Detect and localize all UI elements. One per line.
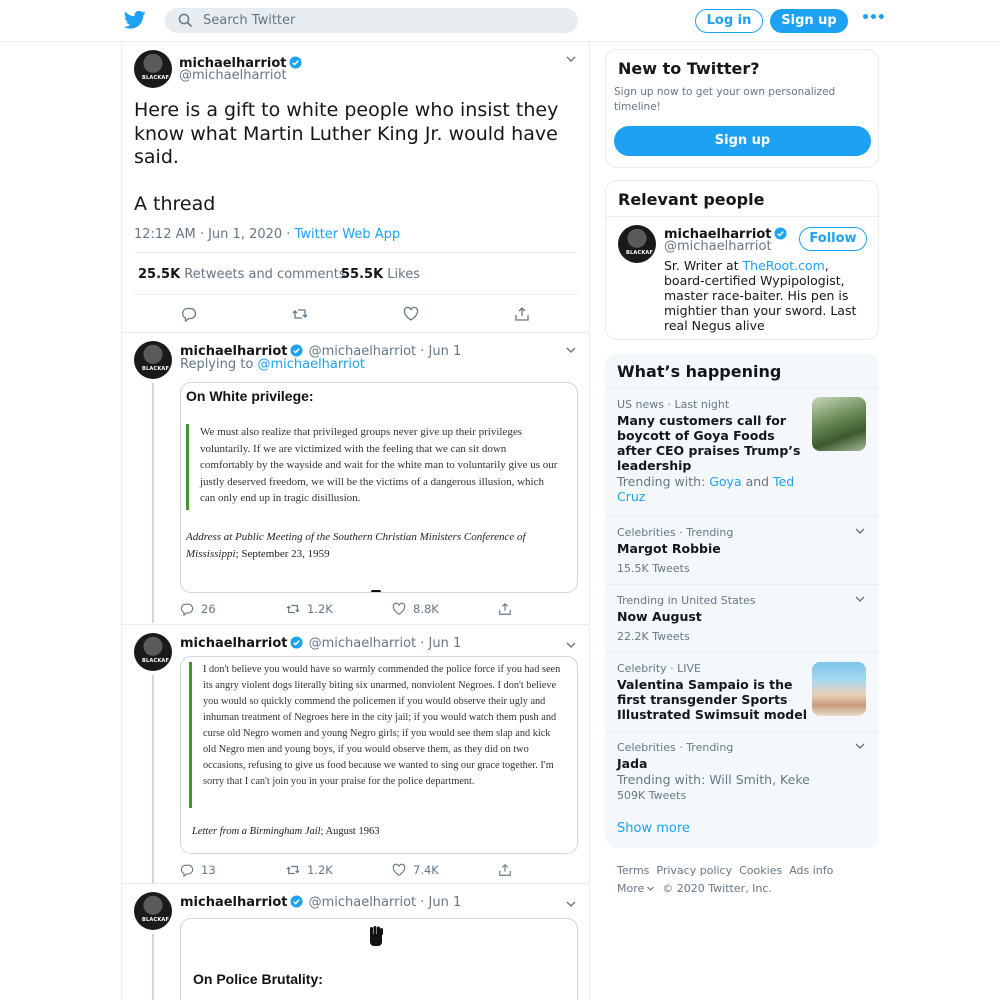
trend-item[interactable] xyxy=(605,731,879,809)
reply-icon xyxy=(180,863,194,877)
retweet-icon xyxy=(286,602,300,616)
person-handle[interactable]: @michaelharriot xyxy=(664,239,772,254)
image-citation xyxy=(192,823,572,840)
trend-context: US news · Last night xyxy=(617,398,730,411)
like-count: 7.4K xyxy=(413,863,439,877)
replying-prefix: Replying to xyxy=(180,357,258,372)
like-icon[interactable] xyxy=(403,306,419,322)
search-icon xyxy=(178,13,192,27)
trend-meta xyxy=(617,474,807,504)
tweet-text-line: said. xyxy=(134,146,179,168)
thread-line xyxy=(152,675,154,883)
chevron-down-icon[interactable] xyxy=(854,525,866,537)
trend-count: 15.5K Tweets xyxy=(617,562,690,575)
retweets-label: Retweets and comments xyxy=(184,267,346,282)
share-icon[interactable] xyxy=(514,306,530,322)
image-citation xyxy=(186,529,571,563)
reply-tweet[interactable] xyxy=(122,333,589,623)
tweet-timestamp xyxy=(134,227,400,242)
verified-badge-icon xyxy=(289,56,302,69)
replying-to-link[interactable]: @michaelharriot xyxy=(257,357,366,372)
avatar[interactable] xyxy=(134,633,172,671)
spacer xyxy=(134,170,574,193)
reply-tweet[interactable] xyxy=(122,624,589,882)
reply-header xyxy=(180,891,461,910)
verified-badge-icon xyxy=(290,895,303,908)
whats-happening-card xyxy=(605,353,879,848)
trend-title: Many customers call for boycott of Goya Foods after CEO praises Trump’s leadership xyxy=(617,413,801,473)
chevron-down-icon[interactable] xyxy=(565,344,577,356)
avatar-label: BLACKAF xyxy=(142,658,170,664)
bio-link[interactable]: TheRoot.com xyxy=(742,258,825,273)
reply-count: 13 xyxy=(201,863,216,877)
bio-text: Sr. Writer at xyxy=(664,258,743,273)
avatar[interactable] xyxy=(134,50,172,88)
trend-title: Margot Robbie xyxy=(617,541,721,556)
twitter-bird-icon[interactable] xyxy=(124,10,146,30)
share-icon xyxy=(498,863,512,877)
person-name[interactable]: michaelharriot xyxy=(664,227,772,242)
card-title: What’s happening xyxy=(617,362,782,381)
retweet-count: 1.2K xyxy=(307,602,333,616)
trend-title: Jada xyxy=(617,756,648,771)
sidebar-signup-button[interactable]: Sign up xyxy=(614,126,871,156)
trend-item[interactable] xyxy=(605,388,879,516)
trend-title: Now August xyxy=(617,609,702,624)
share-icon xyxy=(498,602,512,616)
likes-stat[interactable] xyxy=(341,267,420,282)
person-bio xyxy=(664,258,870,333)
reply-icon xyxy=(180,602,194,616)
tweet-image[interactable] xyxy=(180,918,578,1000)
trend-context: Trending in United States xyxy=(617,594,756,607)
footer-ads-link[interactable]: Ads info xyxy=(789,864,834,877)
reply-tweet[interactable] xyxy=(122,883,589,1000)
search-input[interactable] xyxy=(203,11,563,30)
image-title: On Police Brutality: xyxy=(193,971,323,987)
trend-context: Celebrity · LIVE xyxy=(617,662,701,675)
author-handle-date[interactable]: @michaelharriot · Jun 1 xyxy=(308,895,462,910)
image-quote: I don't believe you would have so warmly commended the police force if you had seen its angry violent dogs literally biting six unarmed, nonviolent Negroes. I don't believe you would so quickly commend the policemen if you would observe their ugly and inhuman treatment of Negroes here in the city jail; if you would watch them push and curse old Negro women and young Negro girls; if you would see them slap and kick old Negro men and young boys, if you would observe them, as they did on two occasions, refusing to give us food because we wanted to sing our grace together. I'm sorry that I can't join you in your praise for the police department. xyxy=(189,662,561,808)
footer-row xyxy=(617,880,877,898)
retweet-icon[interactable] xyxy=(292,306,308,322)
chevron-down-icon[interactable] xyxy=(565,898,577,910)
avatar[interactable] xyxy=(134,341,172,379)
author-name[interactable]: michaelharriot xyxy=(179,56,287,71)
timestamp-text[interactable]: 12:12 AM · Jun 1, 2020 · xyxy=(134,227,295,242)
author-name[interactable]: michaelharriot xyxy=(180,895,288,910)
bio-text: , board-certified Wypipologist, master race-baiter. His pen is mightier than your sword. Last real Negus alive xyxy=(664,258,857,333)
card-title: New to Twitter? xyxy=(618,59,760,78)
reply-actions xyxy=(180,862,580,878)
card-subtitle: Sign up now to get your own personalized timeline! xyxy=(614,86,836,113)
author-name[interactable]: michaelharriot xyxy=(180,636,288,651)
image-title: On White privilege: xyxy=(186,388,314,404)
trend-count: 22.2K Tweets xyxy=(617,630,690,643)
likes-count: 55.5K xyxy=(341,267,384,282)
footer xyxy=(617,862,877,898)
search-box xyxy=(165,8,578,33)
chevron-down-icon[interactable] xyxy=(854,740,866,752)
trend-meta-and: and xyxy=(741,474,774,489)
source-app-link[interactable]: Twitter Web App xyxy=(294,227,401,242)
avatar-label: BLACKAF xyxy=(142,917,170,923)
follow-button[interactable]: Follow xyxy=(799,227,867,251)
likes-label: Likes xyxy=(387,267,420,282)
image-quote: We must also realize that privileged groups never give up their privileges voluntarily. If we are victimized with the feeling that we can sit down comfortably by the wayside and wait for the white man to voluntarily give us our justly deserved freedom, we will be the victims of a dangerous illusion, which can only end up in tragic disillusion. xyxy=(186,424,561,510)
trend-item[interactable] xyxy=(605,584,879,652)
trend-meta: Trending with: Will Smith, Keke xyxy=(617,772,810,787)
top-bar xyxy=(0,0,1000,42)
signup-button[interactable]: Sign up xyxy=(770,9,848,33)
reply-icon[interactable] xyxy=(181,306,197,322)
footer-more-link[interactable]: More xyxy=(617,882,645,895)
author-handle-date[interactable]: @michaelharriot · Jun 1 xyxy=(308,344,462,359)
trend-context: Celebrities · Trending xyxy=(617,526,734,539)
thread-line xyxy=(152,934,154,1000)
show-more-link[interactable]: Show more xyxy=(617,821,690,836)
trend-context: Celebrities · Trending xyxy=(617,741,734,754)
verified-badge-icon xyxy=(290,636,303,649)
reply-count: 26 xyxy=(201,602,216,616)
tweet-text xyxy=(134,99,574,216)
author-handle-date[interactable]: @michaelharriot · Jun 1 xyxy=(308,636,462,651)
reply-header xyxy=(180,632,461,651)
more-options-icon[interactable]: ••• xyxy=(861,10,885,26)
reply-actions xyxy=(180,601,580,617)
avatar-label: BLACKAF xyxy=(626,250,654,256)
chevron-down-icon[interactable] xyxy=(565,53,577,65)
tweet-image[interactable] xyxy=(180,656,578,854)
citation-date: ; August 1963 xyxy=(320,826,380,837)
retweet-icon xyxy=(286,863,300,877)
replying-to xyxy=(180,357,365,372)
trend-thumbnail xyxy=(812,662,866,716)
thread-line xyxy=(152,383,154,623)
chevron-down-icon[interactable] xyxy=(565,639,577,651)
fist-icon xyxy=(368,586,384,593)
verified-badge-icon xyxy=(774,227,787,240)
footer-terms-link[interactable]: Terms xyxy=(617,864,650,877)
tweet-stats xyxy=(134,252,578,295)
divider xyxy=(606,216,879,217)
footer-privacy-link[interactable]: Privacy policy xyxy=(656,864,733,877)
citation-source: Letter from a Birmingham Jail xyxy=(192,826,321,837)
trend-title: Valentina Sampaio is the first transgender Sports Illustrated Swimsuit model xyxy=(617,677,808,722)
citation-source: Address at Public Meeting of the Southern Christian Ministers Conference of Mississippi xyxy=(186,531,526,560)
trend-count: 509K Tweets xyxy=(617,789,687,802)
trend-link[interactable]: Goya xyxy=(709,474,742,489)
avatar[interactable] xyxy=(134,892,172,930)
author-handle[interactable]: @michaelharriot xyxy=(179,68,287,83)
new-to-twitter-card xyxy=(605,49,879,168)
main-timeline xyxy=(121,42,590,1000)
citation-date: ; September 23, 1959 xyxy=(235,548,330,560)
avatar[interactable] xyxy=(618,225,656,263)
login-button[interactable]: Log in xyxy=(695,9,763,33)
chevron-down-icon[interactable] xyxy=(854,593,866,605)
card-title: Relevant people xyxy=(618,190,765,209)
relevant-people-card xyxy=(605,180,879,340)
tweet-text-line: know what Martin Luther King Jr. would have xyxy=(134,122,558,145)
footer-cookies-link[interactable]: Cookies xyxy=(739,864,783,877)
trend-link[interactable]: Ted Cruz xyxy=(617,474,795,504)
retweets-count: 25.5K xyxy=(138,267,181,282)
tweet-text-line: A thread xyxy=(134,192,216,215)
like-icon xyxy=(392,863,406,877)
trend-item[interactable] xyxy=(605,652,879,731)
tweet-actions xyxy=(122,295,589,333)
retweets-stat[interactable] xyxy=(138,267,346,282)
trend-item[interactable] xyxy=(605,516,879,584)
verified-badge-icon xyxy=(290,344,303,357)
fist-icon xyxy=(366,925,386,947)
tweet-image[interactable] xyxy=(180,382,578,593)
avatar-label: BLACKAF xyxy=(142,75,170,81)
retweet-count: 1.2K xyxy=(307,863,333,877)
footer-copyright: © 2020 Twitter, Inc. xyxy=(662,882,772,895)
trend-meta-prefix: Trending with: xyxy=(617,474,710,489)
like-count: 8.8K xyxy=(413,602,439,616)
footer-row xyxy=(617,862,877,880)
trend-thumbnail xyxy=(812,397,866,451)
tweet-text-line: Here is a gift to white people who insist they xyxy=(134,99,559,121)
chevron-down-icon[interactable] xyxy=(646,884,655,893)
like-icon xyxy=(392,602,406,616)
author-name[interactable]: michaelharriot xyxy=(180,344,288,359)
avatar-label: BLACKAF xyxy=(142,366,170,372)
